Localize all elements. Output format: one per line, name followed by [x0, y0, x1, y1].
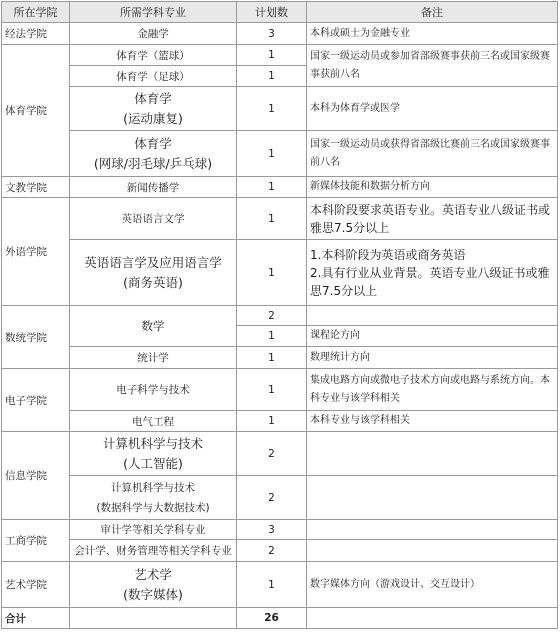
major-cell: [70, 240, 237, 306]
note-cell: 数理统计方向: [307, 347, 558, 369]
major-cell: [70, 131, 237, 177]
major-cell: 数学: [70, 306, 237, 347]
note-cell: 数字媒体方向（游戏设计、交互设计）: [307, 562, 558, 608]
note-cell: 本科专业与该学科相关: [307, 411, 558, 432]
count-cell: 1: [237, 198, 307, 240]
count-cell: 1: [237, 326, 307, 347]
header-note: 备注: [307, 2, 558, 23]
major-cell: 体育学（篮球）: [70, 45, 237, 66]
major-line: (网球/羽毛球/乒乓球): [93, 155, 213, 171]
table-row: [2, 369, 558, 411]
total-major-empty: [70, 608, 237, 629]
college-cell: 数统学院: [2, 306, 70, 369]
table-row: [2, 562, 558, 608]
note-cell: 国家一级运动员或获得省部级比赛前三名或国家级赛事前八名: [307, 131, 558, 177]
count-cell: 1: [237, 369, 307, 411]
note-cell: 本科或硕士为金融专业: [307, 23, 558, 45]
major-cell: [70, 562, 237, 608]
count-cell: 1: [237, 240, 307, 306]
college-cell: 工商学院: [2, 520, 70, 562]
note-cell: [307, 306, 558, 326]
count-cell: 1: [237, 177, 307, 198]
note-cell: [307, 240, 558, 306]
total-row: [2, 608, 558, 629]
major-cell: 审计学等相关学科专业: [70, 520, 237, 540]
header-count: 计划数: [237, 2, 307, 23]
college-cell: 文教学院: [2, 177, 70, 198]
table-row: [2, 131, 558, 177]
table-row: [2, 540, 558, 562]
major-cell: [70, 432, 237, 476]
count-cell: 3: [237, 520, 307, 540]
total-label: 合计: [2, 608, 70, 629]
major-cell: 体育学（足球）: [70, 66, 237, 87]
table-row: [2, 411, 558, 432]
major-cell: 会计学、财务管理等相关学科专业: [70, 540, 237, 562]
note-cell: 课程论方向: [307, 326, 558, 347]
count-cell: 1: [237, 131, 307, 177]
count-cell: 1: [237, 411, 307, 432]
count-cell: 3: [237, 23, 307, 45]
header-college: 所在学院: [2, 2, 70, 23]
major-cell: 统计学: [70, 347, 237, 369]
note-cell: [307, 476, 558, 520]
college-cell: 经法学院: [2, 23, 70, 45]
college-cell: 体育学院: [2, 45, 70, 177]
major-line: (商务英语): [123, 274, 183, 290]
note-line: 2.具有行业从业背景。英语专业八级证书或雅思7.5分以上: [310, 265, 550, 298]
college-cell: 电子学院: [2, 369, 70, 432]
count-cell: 1: [237, 87, 307, 131]
major-cell: 新闻传播学: [70, 177, 237, 198]
note-cell: 本科为体育学或医学: [307, 87, 558, 131]
college-cell: 艺术学院: [2, 562, 70, 608]
major-line: 体育学: [134, 135, 172, 151]
count-cell: 2: [237, 476, 307, 520]
table-row: [2, 520, 558, 540]
note-cell: 集成电路方向或微电子技术方向或电路与系统方向。本科专业与该学科相关: [307, 369, 558, 411]
college-cell: 信息学院: [2, 432, 70, 520]
major-cell: 电气工程: [70, 411, 237, 432]
major-line: 计算机科学与技术: [111, 481, 195, 494]
count-cell: 1: [237, 562, 307, 608]
count-cell: 1: [237, 45, 307, 66]
major-line: 体育学: [134, 90, 172, 106]
college-cell: 外语学院: [2, 198, 70, 306]
major-cell: [70, 87, 237, 131]
count-cell: 2: [237, 432, 307, 476]
major-line: (数据科学与大数据技术): [96, 501, 210, 514]
header-row: [2, 2, 558, 23]
note-cell: [307, 432, 558, 476]
table-row: [2, 306, 558, 326]
major-line: (运动康复): [123, 110, 183, 126]
major-line: (人工智能): [123, 455, 183, 471]
table-row: [2, 45, 558, 66]
table-row: [2, 87, 558, 131]
major-line: (数字媒体): [123, 586, 183, 602]
count-cell: 1: [237, 347, 307, 369]
table-row: [2, 476, 558, 520]
total-count: 26: [237, 608, 307, 629]
table-row: [2, 240, 558, 306]
major-cell: 电子科学与技术: [70, 369, 237, 411]
table-row: [2, 177, 558, 198]
header-major: 所需学科专业: [70, 2, 237, 23]
major-line: 计算机科学与技术: [102, 435, 203, 451]
total-note-empty: [307, 608, 558, 629]
recruitment-plan-table: [1, 1, 558, 629]
count-cell: 1: [237, 66, 307, 87]
major-cell: 金融学: [70, 23, 237, 45]
count-cell: 2: [237, 306, 307, 326]
major-cell: [70, 476, 237, 520]
table-row: [2, 23, 558, 45]
table-row: [2, 198, 558, 240]
table-row: [2, 347, 558, 369]
note-cell: 国家一级运动员或参加省部级赛事获前三名或国家级赛事获前八名: [307, 45, 558, 87]
note-cell: [307, 520, 558, 540]
table-row: [2, 432, 558, 476]
note-line: 1.本科阶段为英语或商务英语: [310, 247, 466, 262]
note-cell: 本科阶段要求英语专业。英语专业八级证书或雅思7.5分以上: [307, 198, 558, 240]
major-cell: 英语语言文学: [70, 198, 237, 240]
note-cell: [307, 540, 558, 562]
major-line: 英语语言学及应用语言学: [84, 254, 222, 270]
major-line: 艺术学: [134, 566, 172, 582]
note-cell: 新媒体技能和数据分析方向: [307, 177, 558, 198]
count-cell: 2: [237, 540, 307, 562]
